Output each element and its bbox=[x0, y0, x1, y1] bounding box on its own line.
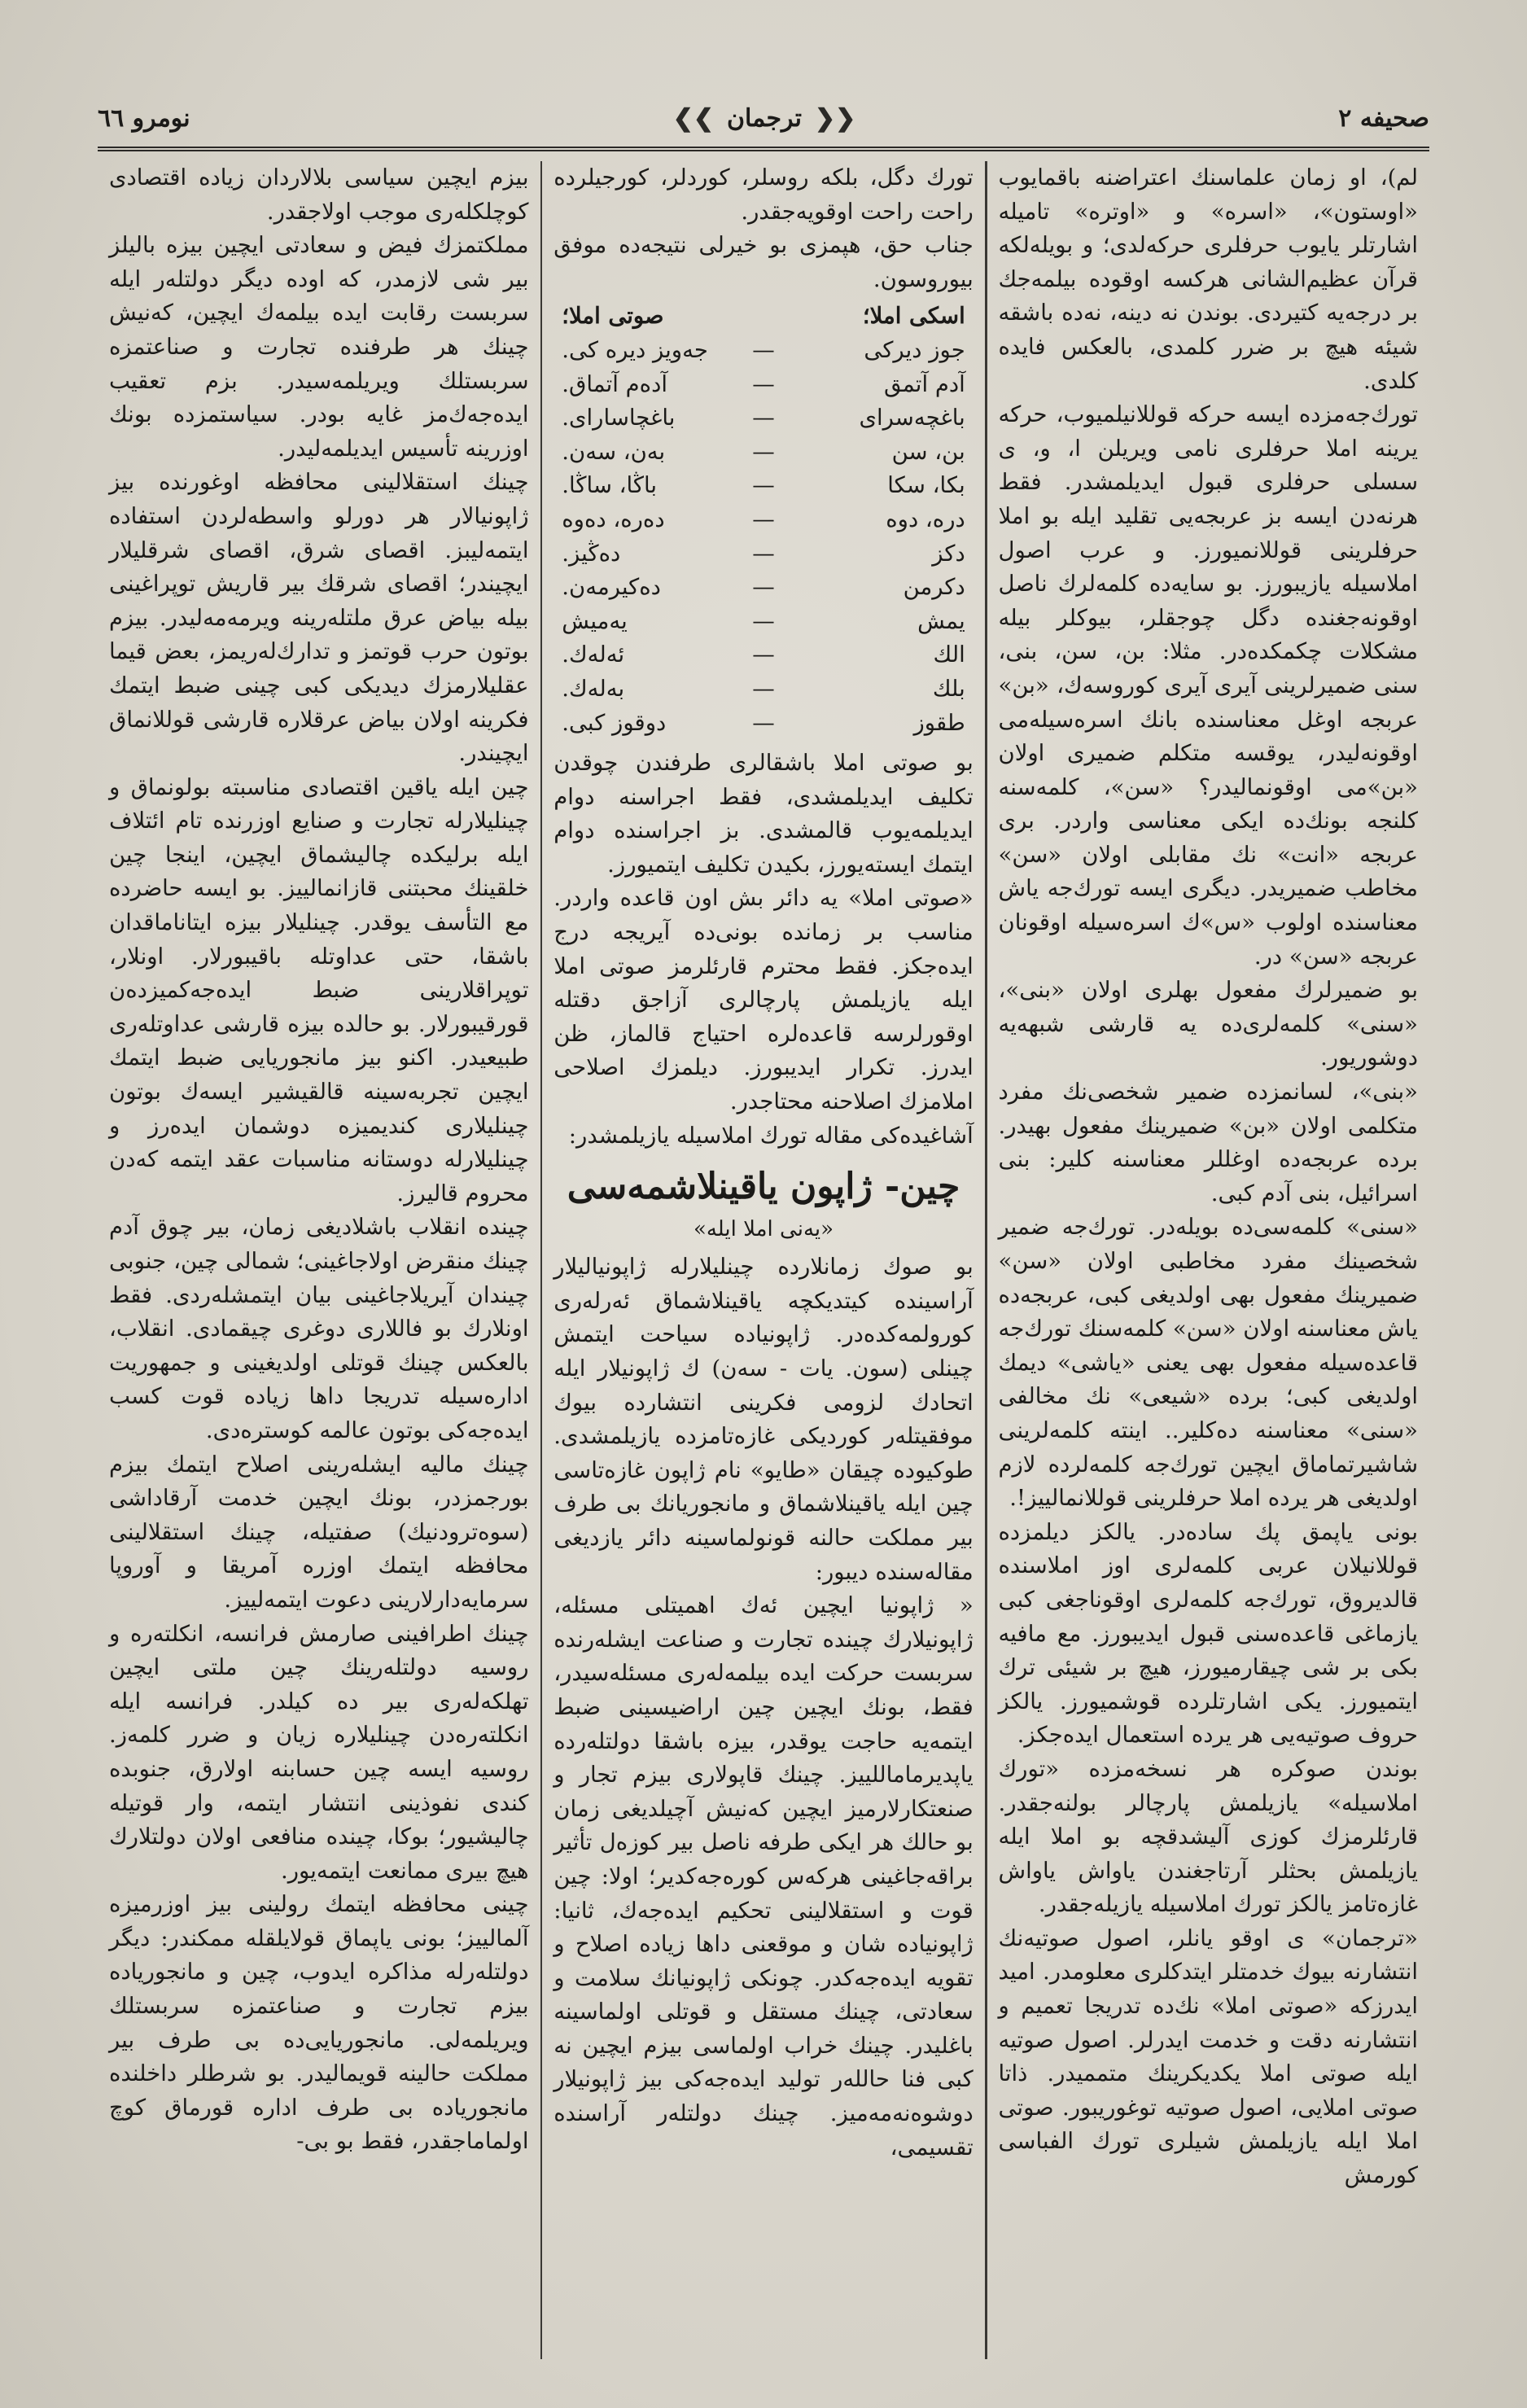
table-cell-old: بلك bbox=[932, 675, 965, 702]
dash: — bbox=[752, 607, 775, 634]
paragraph: چین ایلە یاقین اقتصادی مناسبتە بولونماق و چینلیلارلە تجارت و صنایع اوزرندە تام ائتلاف ایلە برلیكدە چالیشماق ایچین، اینجا چین خلقینك محبتنی قازانمالییز. بو ایسە حاضرده مع التأسف یوقدر. چینلیلار بیزه ایتاناماقدان باشقا، حتی عداوتله باقیبورلار. اونلار، توپراقلارینی ضبط ایدەجەكمیزدەن قورقیبورلار. بو حالدە بیزە قارشی عداوتلەری طبیعیدر. اكنو بیز مانجوریایی ضبط ایتمك ایچین تجربه‌سینه قالقیشیر ایسه‌ك بوتون چینلیلاری كندیمیزه دوشمان ایدەرز و چینلیلارلە دوستانە مناسبات عقد ایتمە كەدن محروم قالیرز. bbox=[109, 773, 529, 1206]
paragraph: چینك اطرافینی صارمش فرانسە، انكلتەرە و روسیە دولتلەرینك چین ملتی ایچین تهلكەلەری بیر دە كیلدر. فرانسە ایلە انكلتەرەدن چینلیلارە زیان و ضرر كلمەز. روسیە ایسە چین حسابنە اولارق، جنوبدە كندی نفوذینی انتشار ایتمە، وار قوتیلە چالیشیور؛ بوكا، چینده منافعی اولان دولتلارك هیچ بیری ممانعت ایتمەیور. bbox=[109, 1620, 529, 1884]
table-cell-old: دره، دوه bbox=[886, 506, 965, 532]
table-row bbox=[553, 436, 974, 470]
column-left bbox=[98, 161, 540, 2359]
spelling-table bbox=[553, 300, 974, 740]
paragraph: تورك دگل، بلكه روسلر، كوردلر، كورجیلرده راحت راحت اوقویه‌جقدر. bbox=[553, 164, 974, 225]
dash: — bbox=[752, 370, 775, 397]
table-cell-new: دەكیرمەن. bbox=[562, 574, 661, 601]
paragraph: مملكتمزك فیض و سعادتی ایچین بیزه بالیلز بیر شی لازمدر، كه اوده دیگر دولتلەر ایلە سربست رقابت ایدە بیلمەك ایچین، كەنیش چینك هر طرفندە تجارت و صناعتمزه سربستلك ویریلمەسیدر. بزم تعقیب ایدەجەك‌مز غایە بودر. سیاستمزدە بونك اوزرینە تأسیس ایدیلمەلیدر. bbox=[109, 232, 529, 462]
paragraph: جناب حق، هپمزی بو خیرلی نتیجه‌ده موفق بیوروسون. bbox=[553, 232, 974, 292]
table-cell-new: آدەم آتماق. bbox=[562, 370, 667, 397]
paragraph: تورك‌جه‌مزده ایسه حركه قوللانیلمیوب، حركه یرینه املا حرفلری نامی ویریلن ا، و، ی سسلی حرفلری قبول ایدیلمشدر. فقط هرنه‌دن ایسه بز عربجه‌یی تقلید ایله بو املا حرفلرینی قوللانمیورز. و عرب اصول املاسیله یازیبورز. بو سایه‌ده كلمه‌لرك ناصل اوقونه‌جغنده دگل چوجقلر، بیوكلر بیله مشكلات چكمكده‌در. مثلا: بن، سن، بنی، سنی ضمیرلرینی آیری آیری كوروسه‌ك، «بن» عربجه اوغل معناسنده بانك اسره‌سیله‌می اوقونه‌لیدر، یوقسه متكلم ضمیری اولان «بن»‌می اوقونمالیدر؟ «سن»، كلمه‌سنه كلنجه بونك‌ده ایكی معناسی واردر. بری عربجه «انت» نك مقابلی اولان «سن» مخاطب ضمیریدر. دیگری ایسه تورك‌جه یاش معناسنده اولوب «س»‌ك اسره‌سیله اوقونان عربجه «سن» در. bbox=[998, 401, 1418, 970]
ornament-left-icon: ❯❯ bbox=[672, 103, 714, 133]
article-subheading: «یەنی املا ایلە» bbox=[693, 1217, 834, 1242]
table-cell-old: طقوز bbox=[913, 709, 965, 736]
paragraph: بوندن صوكره هر نسخه‌مزده «تورك املاسیله» یازیلمش پارچالر بولنه‌جقدر. قارئلرمزك كوزی آلیشدقچه بو املا ایله یازیلمش بحثلر آرتاجغندن یاواش یاواش غازه‌تامز یالكز تورك املاسیله یازیله‌جقدر. bbox=[998, 1755, 1418, 1918]
table-cell-new: بەن، سەن. bbox=[562, 438, 666, 465]
dash: — bbox=[752, 405, 775, 431]
column-middle bbox=[542, 161, 985, 2359]
paragraph: بو ضمیرلرك مفعول بهلری اولان «بنی»، «سنی» كلمه‌لری‌ده یه قارشی شبهه‌یه دوشوریور. bbox=[998, 977, 1418, 1071]
paragraph: «صوتی املا» یه دائر بش اون قاعده واردر. مناسب بر زمانده بونی‌ده آیریجه درج ایده‌جكز. فقط محترم قارئلرمز صوتی املا ایله یازیلمش پارچالری آزاجق دقتله اوقورلرسه قاعده‌لره احتیاج قالماز، ظن ایدرز. تكرار ایدیبورز. دیلمزك اصلاحی املامزك اصلاحنه محتاجدر. bbox=[553, 885, 974, 1115]
dash: — bbox=[752, 709, 775, 736]
table-row bbox=[553, 334, 974, 368]
table-row bbox=[553, 503, 974, 537]
paragraph: لم)، او زمان علماسنك اعتراضنه باقمايوب «اوستون»، «اسره» و «اوتره» تامیله اشارتلر يايوب حرفلری حركه‌لدی؛ و بویله‌لكه قرآن عظیم‌الشانی هركسه اوقوده بیلمه‌جك بر درجه‌یه كتیردی. بوندن نه دینه، نه‌ده باشقه شیئه هیچ بر ضرر كلمدی، بالعكس فایده كلدی. bbox=[998, 164, 1418, 394]
paragraph: « ژاپونیا ایچین ئەك اهمیتلی مسئلە، ژاپونیلارك چینده تجارت و صناعت ایشلەرندە سربست حركت ایدە بیلمەلەری مسئلەسیدر، فقط، بونك ایچین چین اراضیسینی ضبط ایتمەیە حاجت یوقدر، بیزه باشقا دولتلەردە یاپدیرماماللییز. چینك قاپولاری بیزم تجار و صنعتكارلارمیز ایچین كەنیش آچیلدیغی زمان بو حالك هر ایكی طرفه ناصل بیر كوزەل تأثیر براقەجاغینی هركەس كورەجەكدیر؛ اولا: چین قوت و استقلالینی تحكیم ایدەجەك، ثانیا: ژاپونیادە شان و موقعنی داها زیادە اصلاح و تقویه ایدەجەكدر. چونكی ژاپونیانك سلامت و سعادتی، چینك مستقل و قوتلی اولماسینە باغلیدر. چینك خراب اولماسی بیزم ایچین نه كبی فنا حاللەر تولید ایدەجەكی بیز ژاپونیلار دوشوه‌نەمەمیز. چینك دولتلەر آراسندە تقسیمی، bbox=[553, 1592, 974, 2161]
table-cell-new: باغچاسارای. bbox=[562, 405, 676, 431]
table-cell-old: دكرمن bbox=[903, 574, 965, 601]
ornament-right-icon: ❮❮ bbox=[814, 103, 856, 133]
table-row bbox=[553, 672, 974, 707]
paragraph: «ترجمان» ی اوقو یانلر، اصول صوتیه‌نك انتشارنه بیوك خدمتلر ایتدكلری معلومدر. امید ایدرزكه «صوتی املا» نك‌ده تدریجا تعمیم و انتشارنه دقت و خدمت ایدرلر. اصول صوتیه ایله صوتی املا یكدیكرینك متممیدر. ذاتا صوتی املایی، اصول صوتیه توغوریبور. صوتی املا ایله یازیلمش شیلری تورك الفباسی كورمش bbox=[998, 1924, 1418, 2189]
table-cell-old: جوز دیركی bbox=[864, 336, 965, 363]
paragraph: بونی یاپمق پك ساده‌در. یالكز دیلمزده قوللانیلان عربی كلمه‌لری اوز املاسنده قالدیروق، تورك‌جه كلمه‌لری اوقوناجغی كبی یازماغی قاعده‌سنی قبول ایدیبورز. مع مافیه بكی بر شی چیقارمیورز، هیچ بر شیئی ترك ایتمیورز. یكی اشارتلرده قوشمیورز. یالكز حروف صوتیه‌یی هر یرده استعمال ایده‌جكز. bbox=[998, 1518, 1418, 1749]
paragraph: چینك مالیە ایشلەرینی اصلاح ایتمك بیزم بورجمزدر، بونك ایچین خدمت آرقاداشی (سوەترودنیك) صفتیلە، چینك استقلالینی محافظە ایتمك اوزرە آمریقا و آوروپا سرمایەدارلارینی دعوت ایتمەلییز. bbox=[109, 1451, 529, 1613]
columns bbox=[98, 161, 1429, 2359]
table-cell-new: دەڭیز. bbox=[562, 540, 621, 567]
table-cell-old: باغچه‌سرای bbox=[859, 405, 965, 431]
article-headline: چین- ژاپون یاقینلاشمەسی bbox=[567, 1166, 960, 1208]
table-cell-old: بكا، سكا bbox=[887, 472, 965, 499]
table-row bbox=[553, 537, 974, 571]
dash: — bbox=[752, 574, 775, 601]
table-row bbox=[553, 571, 974, 605]
table-cell-old: یمش bbox=[917, 607, 965, 634]
table-row bbox=[553, 469, 974, 503]
table-cell-old: دكز bbox=[932, 540, 965, 567]
table-cell-new: یەمیش bbox=[562, 607, 628, 634]
table-cell-new: بەلەك. bbox=[562, 675, 625, 702]
table-header-new: صوتی املا؛ bbox=[562, 303, 664, 330]
dash: — bbox=[752, 641, 775, 668]
paragraph: بیزم ایچین سیاسی بلالاردان زیادە اقتصادی كوچلكلەری موجب اولاجقدر. bbox=[109, 164, 529, 225]
issue-number: نومرو ٦٦ bbox=[98, 103, 190, 133]
table-cell-old: الك bbox=[933, 641, 965, 668]
dash: — bbox=[752, 675, 775, 702]
page-number-label: صحيفه ۲ bbox=[1338, 103, 1429, 133]
dash: — bbox=[752, 336, 775, 363]
paragraph: چینك استقلالینی محافظە اوغورندە بیز ژاپونیالار هر دورلو واسطەلردن استفادە ایتمەلیبز. اقصای شرق، اقصای شرقلیلار ایچیندر؛ اقصای شرقك بیر قاریش توپراغینی بیلە بیاض عرق ملتلەرینە ویرمەمەلیدر. بیزم بوتون حرب قوتمز و تدارك‌لەریمز، بعض قیما عقلیلارمزك دیدیكی كبی چینی ضبط ایتمك فكرینە اولان بیاض عرقلارە قارشی قوللانماق ایچیندر. bbox=[109, 469, 529, 767]
dash: — bbox=[752, 540, 775, 567]
paragraph: چینده انقلاب باشلادیغی زمان، بیر چوق آدم چینك منقرض اولاجاغینی؛ شمالی چین، جنوبی چیندان آیریلاجاغینی بیان ایتمشلەردی. فقط اونلارك بو فاللاری دوغری چیقمادی. انقلاب، بالعكس چینك قوتلی اولدیغینی و جمهوریت ادارەسیلە تدریجا داها زیادە قوت كسب ایدەجەكی بوتون عالمە كوسترەدی. bbox=[109, 1214, 529, 1443]
dash: — bbox=[752, 472, 775, 499]
paragraph: بو صوك زمانلاردە چینلیلارلە ژاپونیالیلار آراسینده كیتدیكچه یاقینلاشماق ئەرلەری كورولمەكدەدر. ژاپونیادە سیاحت ایتمش چینلی (سون. یات - سەن) ك ژاپونیلار ایلە اتحادك لزومی فكرینی انتشاردە بیوك موفقیتلەر كوردیكی غازەتامزدە یازیلمشدی. طوكیودە چیقان «طایو» نام ژاپون غازەتاسی چین ایلە یاقینلاشماق و مانجوریانك بی طرف بیر مملكت حالنە قونولماسینە دائر یازدیغی مقالەسندە دیبور: bbox=[553, 1254, 974, 1585]
table-cell-new: دەرە، دەوە bbox=[562, 506, 665, 532]
paragraph: چینی محافظە ایتمك رولینی بیز اوزرمیزه آلمالییز؛ بونی یاپماق قولایلقلە ممكندر: دیگر دولتلەرلە مذاكرە ایدوب، چین و مانجوریادە بیزم تجارت و صناعتمزه سربستلك ویریلمەلی. مانجوریایی‌دە بی طرف بیر مملكت حالینە قویمالیدر. بو شرطلر داخلندە مانجوریادە بی طرف ادارە قورماق كوچ اولماماجقدر، فقط بو بی- bbox=[109, 1891, 529, 2155]
table-cell-new: جەویز دیره كی. bbox=[562, 336, 708, 363]
table-row bbox=[553, 368, 974, 402]
table-header bbox=[553, 300, 974, 334]
table-row bbox=[553, 401, 974, 436]
table-cell-old: بن، سن bbox=[891, 438, 965, 465]
table-row bbox=[553, 605, 974, 639]
masthead bbox=[673, 104, 856, 133]
table-cell-new: باڭا، ساڭا. bbox=[562, 472, 658, 499]
newspaper-title: ترجمان bbox=[726, 103, 802, 133]
paragraph: آشاغیده‌كی مقاله تورك املاسیله یازیلمشدر: bbox=[568, 1122, 974, 1149]
header-rule bbox=[98, 147, 1429, 151]
table-cell-new: ئەلەك. bbox=[562, 641, 625, 668]
table-cell-new: دوقوز كبی. bbox=[562, 709, 667, 736]
paragraph: بو صوتی املا باشقالری طرفندن چوقدن تكلیف ایدیلمشدی، فقط اجراسنه دوام ایدیلمه‌یوب قالمشدی. بز اجراسنده دوام ایتمك ایسته‌یورز، بكیدن تكلیف ایتمیورز. bbox=[553, 750, 974, 878]
dash: — bbox=[752, 506, 775, 532]
table-cell-old: آدم آتمق bbox=[883, 370, 965, 397]
table-row bbox=[553, 707, 974, 741]
column-right bbox=[987, 161, 1430, 2359]
paragraph: «سنی» كلمه‌سی‌ده بویله‌در. تورك‌جه ضمیر شخصینك مفرد مخاطبی اولان «سن» ضمیرینك مفعول بهی اولدیغی كبی، عربجه‌ده یاش معناسنه اولان «سن» كلمه‌سنك تورك‌جه قاعده‌سیله مفعول بهی یعنی «یاشی» دیمك اولدیغی كبی؛ برده «شیعی» نك مخالفی «سنی» معناسنه ده‌كلیر.. اینته كلمه‌لرینی شاشیرتماماق ایچین تورك‌جه كلمه‌لرده لازم اولدیغی هر یرده املا حرفلرینی قوللانمالییز!. bbox=[998, 1214, 1418, 1512]
table-header-old: اسكی املا؛ bbox=[862, 303, 965, 330]
table-row bbox=[553, 638, 974, 672]
paragraph: «بنی»، لسانمزده ضمیر شخصی‌نك مفرد متكلمی اولان «بن» ضمیرینك مفعول بهیدر. برده عربجه‌ده اوغللر معناسنه كلیر: بنی اسرائیل، بنی آدم كبی. bbox=[998, 1079, 1418, 1206]
dash: — bbox=[752, 438, 775, 465]
